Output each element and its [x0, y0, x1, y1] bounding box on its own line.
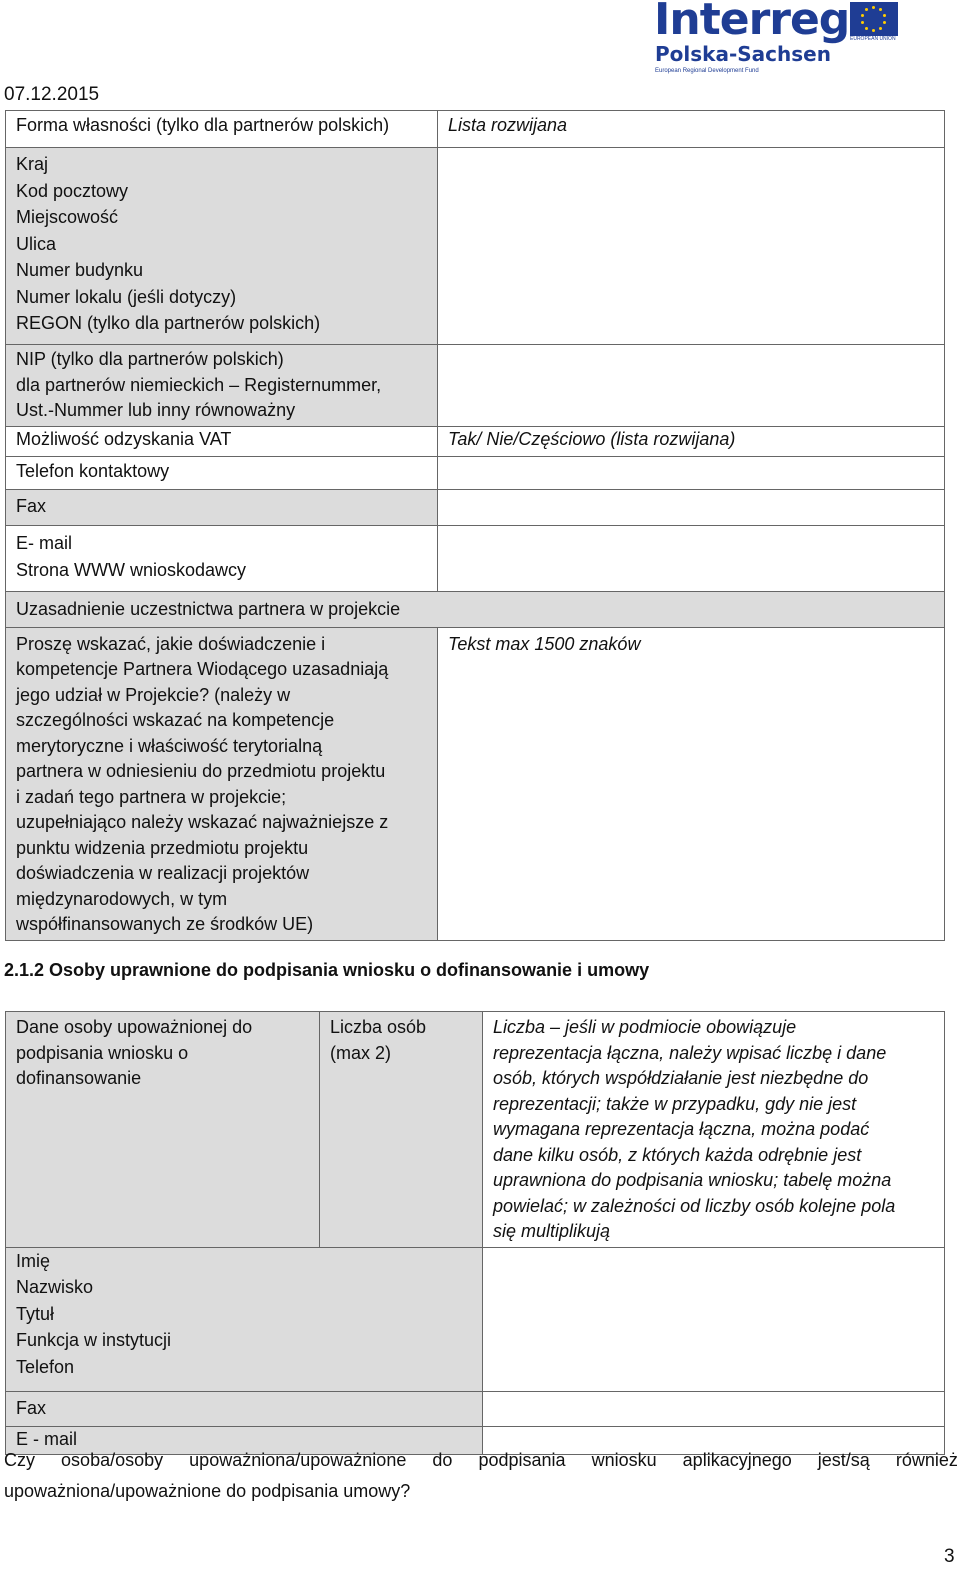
person-email-label: E - mail	[6, 1426, 483, 1455]
note-line: Liczba – jeśli w podmiocie obowiązuje	[493, 1017, 797, 1037]
logo-brand: Interreg	[654, 0, 850, 45]
signing-question-line	[4, 1450, 958, 1471]
fax-label: Fax	[6, 489, 438, 525]
person-line: podpisania wniosku o	[16, 1042, 189, 1063]
question-line: Proszę wskazać, jakie doświadczenie i	[16, 633, 326, 654]
document-date: 07.12.2015	[4, 84, 100, 105]
question-line: i zadań tego partnera w projekcie;	[16, 786, 287, 807]
person-line: dofinansowanie	[16, 1068, 142, 1088]
authorized-person-label	[6, 1012, 320, 1248]
unit-number-label: Numer lokalu (jeśli dotyczy)	[16, 286, 237, 307]
word: upoważniona/upoważnione	[189, 1450, 407, 1470]
postal-code-label: Kod pocztowy	[16, 180, 129, 201]
building-number-label: Numer budynku	[16, 260, 144, 280]
note-line: dane kilku osób, z których każda odrębnie jest	[493, 1144, 862, 1165]
vat-label: Możliwość odzyskania VAT	[6, 426, 438, 456]
question-line: merytoryczne i właściwość terytorialną	[16, 735, 323, 756]
partner-data-table	[5, 110, 945, 941]
signing-question-line-2: upoważniona/upoważnione do podpisania umowy?	[4, 1481, 411, 1501]
eu-flag-icon	[850, 2, 898, 36]
ownership-label: Forma własności (tylko dla partnerów polskich)	[6, 111, 438, 148]
person-fax-label: Fax	[6, 1391, 483, 1426]
nip-value[interactable]	[438, 345, 945, 427]
logo-program: Polska-Sachsen	[655, 42, 831, 66]
word: jest/są	[817, 1450, 870, 1470]
email-www-labels	[6, 525, 438, 591]
person-detail-labels	[6, 1247, 483, 1391]
note-line: reprezentacji; także w przypadku, gdy nie jest	[493, 1093, 857, 1114]
person-detail-values[interactable]	[483, 1247, 945, 1391]
last-name-label: Nazwisko	[16, 1277, 94, 1297]
note-line: się multiplikują	[493, 1221, 611, 1241]
section-heading: 2.1.2 Osoby uprawnione do podpisania wniosku o dofinansowanie i umowy	[4, 960, 650, 980]
count-line: Liczba osób	[330, 1017, 427, 1037]
nip-line: Ust.-Nummer lub inny równoważny	[16, 400, 296, 420]
word: aplikacyjnego	[682, 1450, 792, 1470]
question-line: międzynarodowych, w tym	[16, 888, 228, 909]
email-www-values[interactable]	[438, 525, 945, 591]
nip-line: NIP (tylko dla partnerów polskich)	[16, 349, 284, 369]
logo-eu-label: EUROPEAN UNION	[850, 36, 896, 42]
note-line: reprezentacja łączna, należy wpisać liczbę i dane	[493, 1042, 887, 1063]
vat-value[interactable]: Tak/ Nie/Częściowo (lista rozwijana)	[438, 426, 945, 456]
email-label: E- mail	[16, 532, 73, 553]
phone-label: Telefon kontaktowy	[6, 456, 438, 489]
regon-label: REGON (tylko dla partnerów polskich)	[16, 313, 321, 333]
word: Czy	[4, 1450, 35, 1470]
word: do	[432, 1450, 453, 1470]
note-line: osób, których współdziałanie jest niezbędne do	[493, 1068, 869, 1088]
question-line: punktu widzenia przedmiotu projektu	[16, 837, 309, 858]
position-label: Funkcja w instytucji	[16, 1330, 172, 1350]
nip-line: dla partnerów niemieckich – Registernummer,	[16, 374, 382, 395]
nip-label	[6, 345, 438, 427]
question-line: uzupełniająco należy wskazać najważniejsze z	[16, 812, 389, 832]
question-line: jego udział w Projekcie? (należy w	[16, 684, 291, 705]
word: podpisania	[478, 1450, 566, 1470]
phone-value[interactable]	[438, 456, 945, 489]
question-line: współfinansowanych ze środków UE)	[16, 914, 314, 934]
city-label: Miejscowość	[16, 207, 119, 227]
note-line: uprawniona do podpisania wniosku; tabelę można	[493, 1170, 892, 1190]
count-line: (max 2)	[330, 1042, 392, 1063]
person-line: Dane osoby upoważnionej do	[16, 1017, 253, 1037]
person-count-label	[320, 1012, 483, 1248]
experience-question	[6, 627, 438, 940]
street-label: Ulica	[16, 233, 57, 254]
address-labels	[6, 148, 438, 345]
section-justification-label: Uzasadnienie uczestnictwa partnera w projekcie	[6, 591, 945, 627]
question-line: partnera w odniesieniu do przedmiotu projektu	[16, 761, 386, 781]
address-values[interactable]	[438, 148, 945, 345]
interreg-logo	[652, 0, 902, 82]
ownership-value[interactable]: Lista rozwijana	[438, 111, 945, 148]
word: również	[895, 1450, 958, 1470]
authorized-persons-table	[5, 1011, 945, 1455]
page-number: 3	[944, 1546, 955, 1567]
person-fax-value[interactable]	[483, 1391, 945, 1426]
logo-fund: European Regional Development Fund	[655, 68, 759, 74]
question-line: szczególności wskazać na kompetencje	[16, 710, 335, 730]
country-label: Kraj	[16, 154, 49, 174]
note-line: wymagana reprezentacja łączna, można podać	[493, 1119, 870, 1139]
word: wniosku	[591, 1450, 657, 1470]
note-line: powielać; w zależności od liczby osób kolejne pola	[493, 1195, 896, 1216]
first-name-label: Imię	[16, 1250, 51, 1271]
person-count-note[interactable]	[483, 1012, 945, 1248]
question-line: kompetencje Partnera Wiodącego uzasadniają	[16, 659, 389, 679]
telephone-label: Telefon	[16, 1356, 75, 1377]
title-label: Tytuł	[16, 1303, 55, 1324]
experience-answer[interactable]: Tekst max 1500 znaków	[438, 627, 945, 940]
question-line: doświadczenia w realizacji projektów	[16, 863, 310, 883]
fax-value[interactable]	[438, 489, 945, 525]
www-label: Strona WWW wnioskodawcy	[16, 560, 247, 580]
word: osoba/osoby	[61, 1450, 164, 1470]
